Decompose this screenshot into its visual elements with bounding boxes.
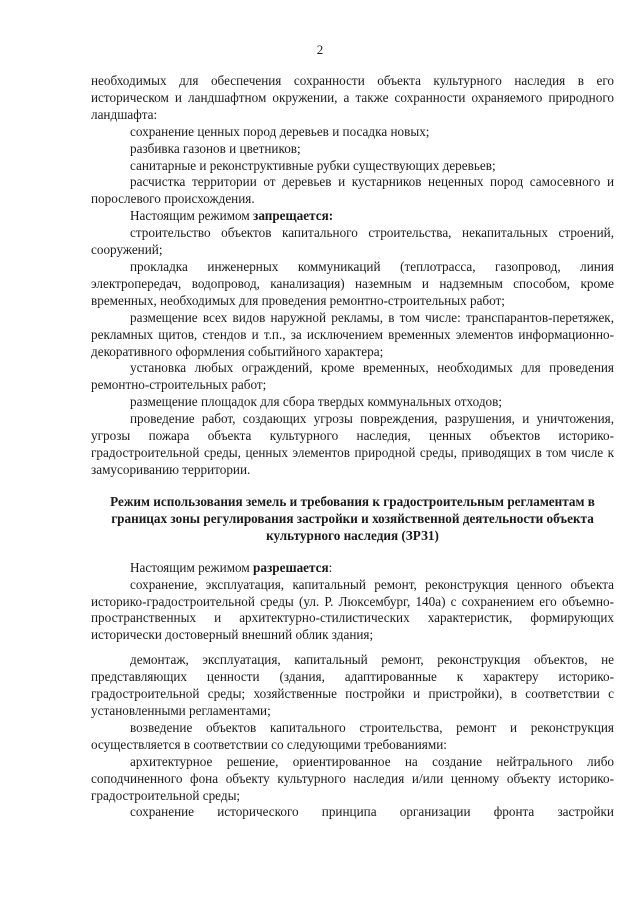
list-item: сохранение ценных пород деревьев и посадка новых; [130,123,430,139]
list-item: строительство объектов капитального строительства, некапитальных строений, сооружений; [91,225,614,258]
list-item: сохранение, эксплуатация, капитальный ремонт, реконструкция ценного объекта историко-градостроительной среды (ул. Р. Люксембург, 140а) с сохранением его объемно-пространственных и архитектурно-стилистических характеристик, формирующих исторически достоверный внешний облик здания; [91,576,614,643]
page-number: 2 [316,42,324,57]
prohibited-intro [91,208,614,225]
prohibited-keyword: запрещается: [253,208,334,224]
section-heading: Режим использования земель и требования к градостроительным регламентам в границах зоны регулирования застройки и хозяйственной деятельности объекта культурного наследия (ЗРЗ1) [110,493,595,543]
list-item: архитектурное решение, ориентированное на создание нейтрального либо соподчиненного фона объекту культурного наследия и/или ценному объекту историко-градостроительной среды; [91,753,614,803]
list-item: демонтаж, эксплуатация, капитальный ремонт, реконструкция объектов, не представляющих ценности (здания, адаптированные к характеру историко-градостроительной среды; хозяйственные постройки и пристройки), в соответствии с установленными регламентами; [91,652,614,718]
list-item: прокладка инженерных коммуникаций (теплотрасса, газопровод, линия электропередач, водопровод, канализация) наземным и надземным способом, кроме временных, необходимых для проведения ремонтно-строительных работ; [91,258,614,308]
list-item: расчистка территории от деревьев и кустарников неценных пород самосевного и порослевого происхождения. [91,174,614,207]
list-item: разбивка газонов и цветников; [130,140,301,156]
permitted-colon: : [328,559,333,575]
permitted-intro [91,560,614,577]
permitted-intro-text: Настоящим режимом [130,559,254,575]
prohibited-intro-text: Настоящим режимом [130,208,254,224]
list-item: сохранение исторического принципа организации фронта застройки [130,804,614,820]
list-item: установка любых ограждений, кроме временных, необходимых для проведения ремонтно-строительных работ; [91,360,614,393]
list-item: санитарные и реконструктивные рубки существующих деревьев; [130,157,496,173]
list-item: возведение объектов капитального строительства, ремонт и реконструкция осуществляется в соответствии со следующими требованиями: [91,719,614,752]
list-item: размещение площадок для сбора твердых коммунальных отходов; [130,394,503,410]
list-item: размещение всех видов наружной рекламы, в том числе: транспарантов-перетяжек, рекламных щитов, стендов и т.п., за исключением временных элементов информационно-декоративного оформления событийного характера; [91,309,614,359]
document-body [91,73,614,821]
spacer [91,644,614,652]
list-item: проведение работ, создающих угрозы повреждения, разрушения, и уничтожения, угрозы пожара объекта культурного наследия, ценных объектов историко-градостроительной среды, ценных элементов природной среды, приводящих в том числе к замусориванию территории. [91,411,614,477]
paragraph: необходимых для обеспечения сохранности объекта культурного наследия в его историческом и ландшафтном окружении, а также сохранности охраняемого природного ландшафта: [91,73,614,122]
permitted-keyword: разрешается [253,559,329,575]
